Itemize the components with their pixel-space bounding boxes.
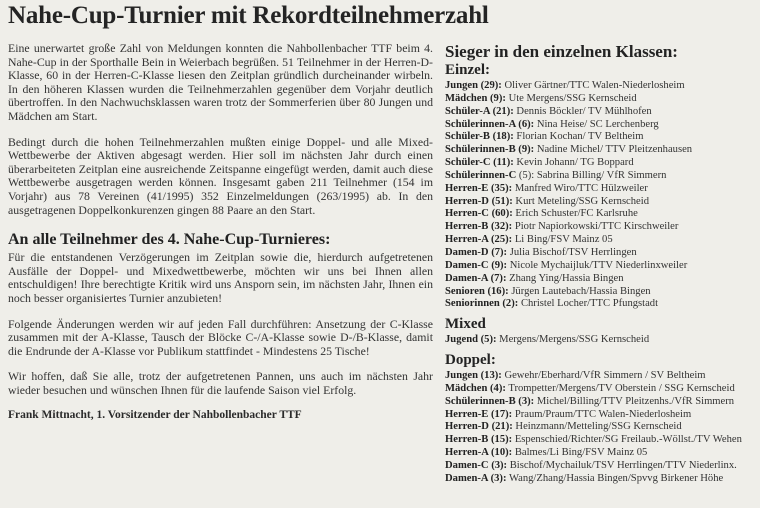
winner-class: Herren-D (51): bbox=[445, 195, 513, 207]
winner-class: Schüler-A (21): bbox=[445, 105, 514, 117]
doubles-heading: Doppel: bbox=[445, 352, 496, 369]
winner-name: Praum/Praum/TTC Walen-Niederlosheim bbox=[514, 408, 692, 420]
participants-paragraph-1: Für die entstandenen Verzögerungen im Zeitplan sowie die, hierdurch aufgetretenen Ausfälle der Doppel- und Mixedwettbewerbe, möchten wir uns bei Ihnen allen entschuldigen! Ihre berechtigte Kritik wird uns Ansporn sein, im nächsten Jahr, Ihnen ein noch besser organisiertes Turnier anzubieten! bbox=[8, 250, 433, 305]
winner-class: Schülerinnen-C bbox=[445, 169, 517, 181]
winner-row bbox=[445, 93, 757, 106]
winner-row bbox=[445, 196, 757, 209]
winner-row bbox=[445, 286, 757, 299]
winner-row bbox=[445, 119, 757, 132]
winner-name: Mergens/Mergens/SSG Kernscheid bbox=[499, 334, 650, 346]
winner-class: Schülerinnen-A (6): bbox=[445, 118, 535, 130]
winner-name: Jürgen Lautebach/Hassia Bingen bbox=[511, 285, 651, 297]
winner-name: Erich Schuster/FC Karlsruhe bbox=[515, 208, 638, 220]
winner-row bbox=[445, 409, 757, 422]
winner-class: Damen-D (7): bbox=[445, 246, 508, 258]
winner-row bbox=[445, 131, 757, 144]
winner-class: Damen-A (3): bbox=[445, 472, 507, 484]
winner-class: Herren-C (60): bbox=[445, 208, 513, 220]
winner-name: Oliver Gärtner/TTC Walen-Niederlosheim bbox=[504, 80, 685, 91]
winner-class: Jungen (29): bbox=[445, 80, 502, 91]
headline: Nahe-Cup-Turnier mit Rekordteilnehmerzahl bbox=[8, 2, 489, 29]
winner-class: Jungen (13): bbox=[445, 370, 502, 382]
mixed-heading: Mixed bbox=[445, 316, 486, 333]
winner-class: Herren-E (35): bbox=[445, 182, 513, 194]
winner-row bbox=[445, 170, 757, 183]
winner-name: Nina Heise/ SC Lerchenberg bbox=[536, 118, 659, 130]
winner-row bbox=[445, 421, 757, 434]
signature: Frank Mittnacht, 1. Vorsitzender der Nahbollenbacher TTF bbox=[8, 409, 302, 422]
winner-name: Espenschied/Richter/SG Freilaub.-Wöllst./TV Wehen bbox=[514, 434, 742, 446]
participants-paragraph-2: Folgende Änderungen werden wir auf jeden Fall durchführen: Ansetzung der C-Klasse zusammen mit der A-Klasse, Tausch der Blöcke C-/A-Klasse sowie D-/B-Klasse, damit die Endrunde der A-Klasse vor Publikum stattfindet - Mindestens 25 Tische! bbox=[8, 316, 433, 358]
winner-class: Schüler-C (11): bbox=[445, 157, 514, 169]
winner-row bbox=[445, 473, 757, 486]
winner-name: Manfred Wiro/TTC Hülzweiler bbox=[514, 182, 648, 194]
mixed-list bbox=[445, 334, 757, 347]
winner-row bbox=[445, 234, 757, 247]
winner-row bbox=[445, 208, 757, 221]
winner-row bbox=[445, 383, 757, 396]
winner-class: Herren-E (17): bbox=[445, 408, 513, 420]
winner-name: (5): Sabrina Billing/ VfR Simmern bbox=[518, 169, 667, 181]
winner-class: Jugend (5): bbox=[445, 334, 497, 346]
winners-title: Sieger in den einzelnen Klassen: bbox=[445, 42, 678, 61]
article-column bbox=[8, 42, 433, 421]
winner-class: Schüler-B (18): bbox=[445, 131, 514, 143]
winners-column bbox=[445, 42, 757, 486]
intro-paragraph-2: Bedingt durch die hohen Teilnehmerzahlen mußten einige Doppel- und alle Mixed-Wettbewerbe der Aktiven abgesagt werden. Hier soll im nächsten Jahr durch einen überarbeiteten Zeitplan eine ausreichende Zeitspanne eingefügt werden, damit auch diese Wettbewerbe ausgetragen werden können. Insgesamt gaben 211 Teilnehmer (154 im Vorjahr) aus 78 Vereinen (41/1995) 352 Einzelmeldungen (263/1995) ab. In den ausgetragenen Doppelkonkurenzen gingen 88 Paare an den Start. bbox=[8, 134, 433, 217]
winner-class: Mädchen (4): bbox=[445, 382, 506, 394]
winner-class: Herren-A (25): bbox=[445, 234, 513, 246]
winner-name: Michel/Billing/TTV Pleitzenhs./VfR Simmern bbox=[536, 395, 735, 407]
winner-row bbox=[445, 447, 757, 460]
winner-name: Ute Mergens/SSG Kernscheid bbox=[508, 92, 637, 104]
winner-row bbox=[445, 334, 757, 347]
winner-name: Trompetter/Mergens/TV Oberstein / SSG Kernscheid bbox=[508, 382, 735, 394]
winner-name: Balmes/Li Bing/FSV Mainz 05 bbox=[514, 447, 648, 459]
winner-row bbox=[445, 157, 757, 170]
winner-name: Christel Locher/TTC Pfungstadt bbox=[520, 298, 659, 310]
winner-class: Damen-A (7): bbox=[445, 272, 507, 284]
winner-class: Damen-C (9): bbox=[445, 259, 508, 271]
winner-name: Kevin Johann/ TG Boppard bbox=[516, 157, 634, 169]
winner-class: Seniorinnen (2): bbox=[445, 298, 519, 310]
winner-name: Heinzmann/Metteling/SSG Kernscheid bbox=[515, 421, 682, 433]
winner-row bbox=[445, 273, 757, 286]
winner-name: Li Bing/FSV Mainz 05 bbox=[514, 234, 613, 246]
intro-paragraph-1: Eine unerwartet große Zahl von Meldungen konnten die Nahbollenbacher TTF beim 4. Nahe-Cup in der Sporthalle Bein in Weierbach begrüßen. 51 Teilnehmer in der Herren-D-Klasse, 60 in der Herren-C-Klasse liesen den Zeitplan gründlich durcheinander wirbeln. In den höheren Klassen wurden die Teilnehmerzahlen gegenüber dem Vorjahr deutlich übertroffen. In den Nachwuchsklassen waren trotz der Sommerferien über 80 Jungen und Mädchen am Start. bbox=[8, 41, 433, 123]
winner-row bbox=[445, 80, 757, 93]
singles-list bbox=[445, 80, 757, 311]
winner-row bbox=[445, 106, 757, 119]
winner-class: Damen-C (3): bbox=[445, 459, 508, 471]
winner-name: Florian Kochan/ TV Beltheim bbox=[516, 131, 644, 143]
winner-class: Mädchen (9): bbox=[445, 92, 506, 104]
participants-paragraph-3: Wir hoffen, daß Sie alle, trotz der aufgetretenen Pannen, uns auch im nächsten Jahr wieder besuchen und wünschen Ihnen für die laufende Saison viel Erfolg. bbox=[8, 369, 433, 397]
winner-row bbox=[445, 460, 757, 473]
winner-name: Gewehr/Eberhard/VfR Simmern / SV Beltheim bbox=[504, 370, 706, 382]
winner-row bbox=[445, 434, 757, 447]
singles-heading: Einzel: bbox=[445, 62, 490, 78]
winner-name: Julia Bischof/TSV Herrlingen bbox=[509, 246, 637, 258]
winner-class: Herren-B (15): bbox=[445, 434, 513, 446]
winner-class: Herren-D (21): bbox=[445, 421, 513, 433]
winner-name: Kurt Meteling/SSG Kernscheid bbox=[515, 195, 650, 207]
winner-row bbox=[445, 144, 757, 157]
winner-name: Zhang Ying/Hassia Bingen bbox=[509, 272, 624, 284]
winner-row bbox=[445, 396, 757, 409]
winner-class: Senioren (16): bbox=[445, 285, 509, 297]
winner-row bbox=[445, 183, 757, 196]
participants-heading: An alle Teilnehmer des 4. Nahe-Cup-Turnieres: bbox=[8, 231, 331, 249]
winner-class: Schülerinnen-B (9): bbox=[445, 144, 535, 156]
winner-name: Dennis Böckler/ TV Mühlhofen bbox=[516, 105, 652, 117]
winner-name: Nadine Michel/ TTV Pleitzenhausen bbox=[536, 144, 693, 156]
winner-row bbox=[445, 221, 757, 234]
doubles-list bbox=[445, 370, 757, 486]
winner-row bbox=[445, 247, 757, 260]
winner-class: Schülerinnen-B (3): bbox=[445, 395, 535, 407]
winner-class: Herren-B (32): bbox=[445, 221, 513, 233]
winner-class: Herren-A (10): bbox=[445, 447, 513, 459]
winner-name: Wang/Zhang/Hassia Bingen/Spvvg Birkener Höhe bbox=[508, 472, 724, 484]
winner-name: Piotr Napiorkowski/TTC Kirschweiler bbox=[514, 221, 679, 233]
winner-row bbox=[445, 370, 757, 383]
winner-name: Nicole Mychaijluk/TTV Niederlinxweiler bbox=[509, 259, 688, 271]
winner-name: Bischof/Mychailuk/TSV Herrlingen/TTV Niederlinx. bbox=[509, 459, 737, 471]
winner-row bbox=[445, 260, 757, 273]
winner-row bbox=[445, 298, 757, 311]
